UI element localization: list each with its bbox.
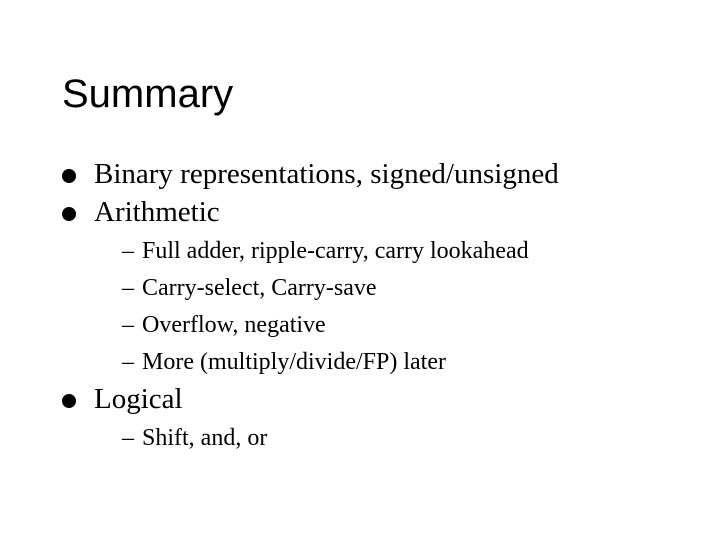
dash-marker: –	[122, 238, 134, 264]
sub-bullet-item	[122, 310, 326, 340]
dash-marker: –	[122, 275, 134, 301]
slide-title: Summary	[62, 72, 234, 116]
sub-bullet-text: Carry-select, Carry-save	[142, 275, 377, 301]
sub-bullet-text: Overflow, negative	[142, 312, 326, 338]
dash-marker: –	[122, 312, 134, 338]
sub-bullet-text: Full adder, ripple-carry, carry lookahead	[142, 238, 529, 264]
sub-bullet-item	[122, 347, 446, 377]
bullet-icon	[62, 394, 76, 408]
dash-marker: –	[122, 425, 134, 451]
sub-bullet-item	[122, 423, 267, 453]
sub-bullet-item	[122, 273, 377, 303]
dash-marker: –	[122, 349, 134, 375]
sub-bullet-text: More (multiply/divide/FP) later	[142, 349, 446, 375]
bullet-icon	[62, 207, 76, 221]
bullet-item	[62, 381, 183, 417]
bullet-text: Logical	[94, 383, 183, 415]
sub-bullet-text: Shift, and, or	[142, 425, 268, 451]
sub-bullet-item	[122, 236, 529, 266]
bullet-text: Arithmetic	[94, 196, 220, 228]
bullet-item	[62, 194, 220, 230]
bullet-text: Binary representations, signed/unsigned	[94, 158, 559, 190]
bullet-item	[62, 156, 559, 192]
bullet-icon	[62, 169, 76, 183]
